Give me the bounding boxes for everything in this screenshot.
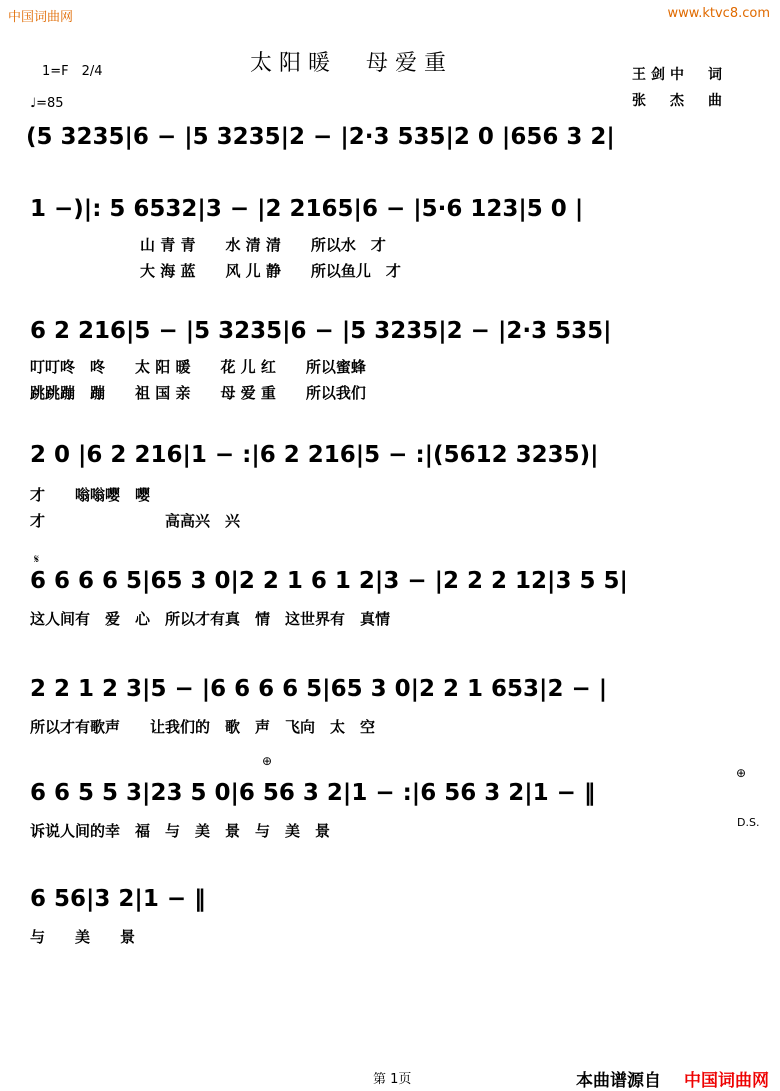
key-signature: 1=F 2/4 [42, 64, 103, 79]
music-line-4: 2 0 |6 2 216|1 − :|6 2 216|5 − :|(5612 3235)| [30, 442, 599, 468]
watermark-right: www.ktvc8.com [667, 6, 770, 21]
lyric-line-8: 与 美 景 [30, 928, 136, 946]
lyric-line-2b: 大 海 蓝 风 儿 静 所以鱼儿 才 [140, 262, 401, 280]
lyric-line-4a: 才 嗡嗡嘤 嘤 [30, 486, 151, 504]
ds-marking: D.S. [737, 816, 760, 829]
lyric-line-7: 诉说人间的幸 福 与 美 景 与 美 景 [30, 822, 331, 840]
lyric-line-5: 这人间有 爱 心 所以才有真 情 这世界有 真情 [30, 610, 391, 628]
music-line-2: 1 −)|: 5 6532|3 − |2 2165|6 − |5·6 123|5 0 | [30, 196, 584, 222]
music-line-3: 6 2 216|5 − |5 3235|6 − |5 3235|2 − |2·3 535| [30, 318, 612, 344]
composer-credit: 张 杰 曲 [632, 93, 727, 109]
source-site: 中国词曲网 [684, 1071, 769, 1091]
lyric-line-2a: 山 青 青 水 清 清 所以水 才 [140, 236, 386, 254]
lyric-line-3a: 叮叮咚 咚 太 阳 暖 花 儿 红 所以蜜蜂 [30, 358, 366, 376]
music-line-8: 6 56|3 2|1 − ‖ [30, 886, 206, 912]
song-title: 太阳暖 母爱重 [250, 51, 454, 76]
page-number: 第 1页 [373, 1072, 412, 1087]
watermark-left: 中国词曲网 [8, 10, 74, 25]
lyric-line-3b: 跳跳蹦 蹦 祖 国 亲 母 爱 重 所以我们 [30, 384, 366, 402]
lyric-line-4b: 才 高高兴 兴 [30, 512, 241, 530]
tempo-marking: ♩=85 [30, 96, 64, 111]
coda-icon: ⊕ [262, 754, 273, 768]
music-line-5: 6 6 6 6 5|65 3 0|2 2 1 6 1 2|3 − |2 2 2 12|3 5 5| [30, 568, 628, 594]
coda-icon-end: ⊕ [736, 766, 747, 780]
music-line-7: 6 6 5 5 3|23 5 0|6 56 3 2|1 − :|6 56 3 2|1 − ‖ [30, 780, 596, 806]
source-label: 本曲谱源自 [576, 1071, 661, 1091]
music-line-1: (5 3235|6 − |5 3235|2 − |2·3 535|2 0 |656 3 2| [26, 124, 615, 150]
lyric-line-6: 所以才有歌声 让我们的 歌 声 飞向 太 空 [30, 718, 376, 736]
lyricist-credit: 王剑中 词 [632, 67, 727, 83]
segno-icon: 𝄋 [34, 552, 40, 566]
music-line-6: 2 2 1 2 3|5 − |6 6 6 6 5|65 3 0|2 2 1 653|2 − | [30, 676, 608, 702]
